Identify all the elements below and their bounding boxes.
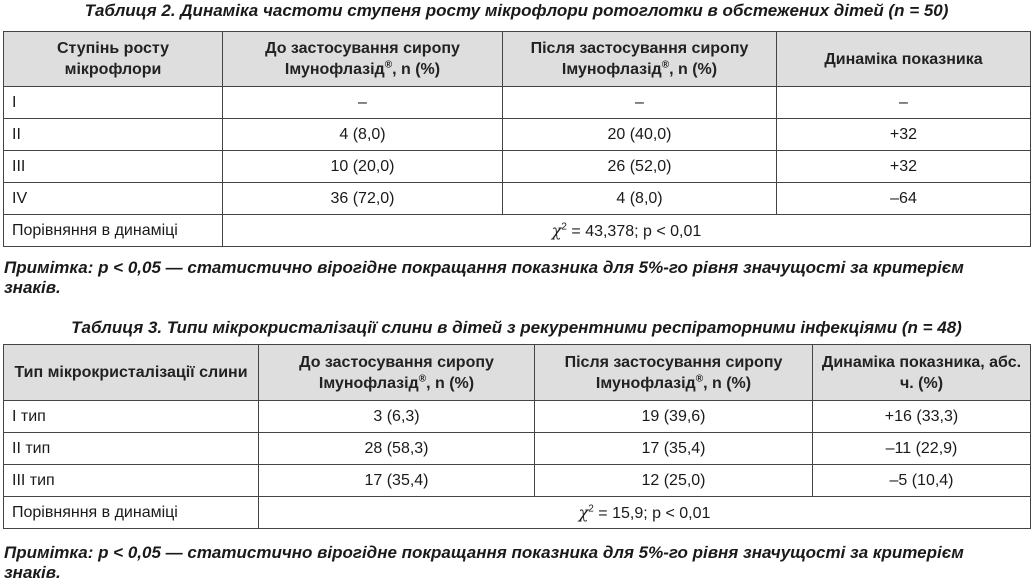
- table3-header-cell: До застосування сиропу Імунофлазід®, n (%): [259, 345, 535, 401]
- table2-header-cell: До застосування сиропу Імунофлазід®, n (%): [223, 32, 503, 87]
- table-cell: +32: [777, 151, 1031, 183]
- comparison-row: [4, 497, 1031, 529]
- table-cell: III тип: [4, 465, 259, 497]
- table-row: [4, 433, 1031, 465]
- comparison-value: $\chi^2 = 43,378$; p < 0,01: [223, 215, 1031, 247]
- table-cell: –5 (10,4): [813, 465, 1031, 497]
- table-cell: 20 (40,0): [503, 119, 777, 151]
- table-cell: II: [4, 119, 223, 151]
- table-cell: –: [223, 87, 503, 119]
- table-cell: IV: [4, 183, 223, 215]
- comparison-value: $\chi^2 = 15,9$; p < 0,01: [259, 497, 1031, 529]
- comparison-row: [4, 215, 1031, 247]
- table-cell: +16 (33,3): [813, 401, 1031, 433]
- table3-caption: Таблиця 3. Типи мікрокристалізації слини в дітей з рекурентними респіраторними інфекціями (n = 48): [71, 318, 962, 337]
- table2-caption: Таблиця 2. Динаміка частоти ступеня росту мікрофлори ротоглотки в обстежених дітей (n = 50): [84, 1, 949, 20]
- table3-header-cell: Динаміка показника, абс. ч. (%): [813, 345, 1031, 401]
- table-cell: 3 (6,3): [259, 401, 535, 433]
- table3-header-cell: Після застосування сиропу Імунофлазід®, n (%): [535, 345, 813, 401]
- table-row: [4, 401, 1031, 433]
- table-row: [4, 465, 1031, 497]
- table-row: [4, 183, 1031, 215]
- table-row: [4, 87, 1031, 119]
- table3-header-cell: Тип мікрокристалізації слини: [4, 345, 259, 401]
- table-cell: 4 (8,0): [223, 119, 503, 151]
- table-cell: –11 (22,9): [813, 433, 1031, 465]
- table-cell: I: [4, 87, 223, 119]
- table-cell: –: [503, 87, 777, 119]
- table2: [3, 31, 1031, 247]
- table-cell: 28 (58,3): [259, 433, 535, 465]
- table-row: [4, 119, 1031, 151]
- table2-header-row: [4, 32, 1031, 87]
- table-cell: III: [4, 151, 223, 183]
- table-cell: 36 (72,0): [223, 183, 503, 215]
- table-cell: +32: [777, 119, 1031, 151]
- table-cell: II тип: [4, 433, 259, 465]
- table-cell: 19 (39,6): [535, 401, 813, 433]
- table3-note: Примітка: p < 0,05 — статистично вірогідне покращання показника для 5%-го рівня значущості за критерієм знаків.: [4, 543, 964, 582]
- comparison-label: Порівняння в динаміці: [4, 497, 259, 529]
- table3-header-row: [4, 345, 1031, 401]
- table-cell: 17 (35,4): [535, 433, 813, 465]
- table-cell: –: [777, 87, 1031, 119]
- comparison-label: Порівняння в динаміці: [4, 215, 223, 247]
- table-cell: 10 (20,0): [223, 151, 503, 183]
- table-cell: I тип: [4, 401, 259, 433]
- table2-header-cell: Ступінь росту мікрофлори: [4, 32, 223, 87]
- table-cell: –64: [777, 183, 1031, 215]
- table2-header-cell: Після застосування сиропу Імунофлазід®, n (%): [503, 32, 777, 87]
- table-cell: 4 (8,0): [503, 183, 777, 215]
- table-cell: 17 (35,4): [259, 465, 535, 497]
- table2-note: Примітка: p < 0,05 — статистично вірогідне покращання показника для 5%-го рівня значущості за критерієм знаків.: [4, 258, 964, 297]
- table-cell: 12 (25,0): [535, 465, 813, 497]
- table2-header-cell: Динаміка показника: [777, 32, 1031, 87]
- table-row: [4, 151, 1031, 183]
- table3: [3, 344, 1031, 529]
- table-cell: 26 (52,0): [503, 151, 777, 183]
